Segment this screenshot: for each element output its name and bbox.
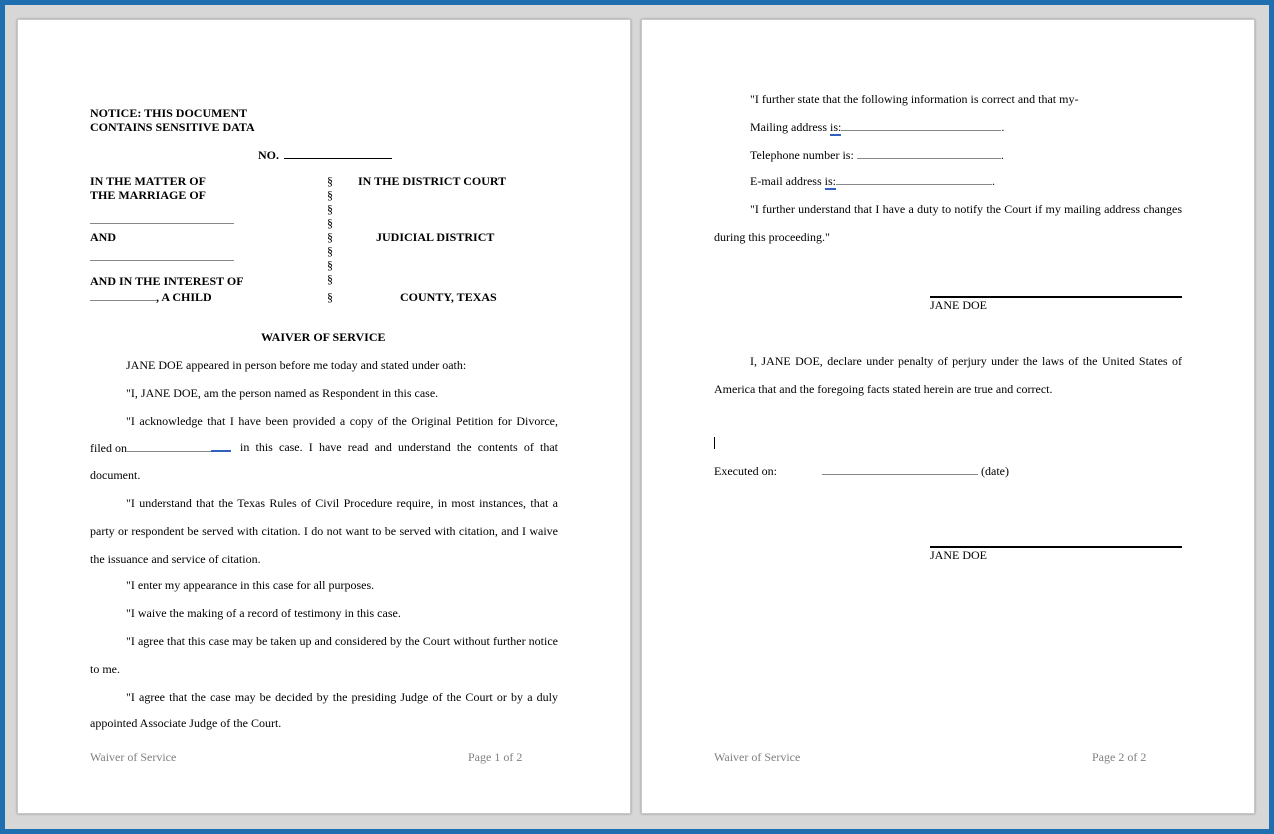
section-symbol: §	[327, 290, 333, 304]
paragraph: "I, JANE DOE, am the person named as Respondent in this case.	[126, 386, 439, 400]
paragraph: "I further state that the following information is correct and that my-	[750, 92, 1079, 106]
court-label: IN THE DISTRICT COURT	[358, 174, 507, 188]
paragraph: appointed Associate Judge of the Court.	[90, 716, 282, 730]
date-label: (date)	[981, 464, 1009, 478]
paragraph-filed-line	[90, 440, 558, 455]
email-label: E-mail address	[750, 174, 822, 188]
telephone-blank[interactable]	[857, 148, 1001, 159]
telephone-label: Telephone number is:	[750, 148, 854, 162]
footer-page-number: Page 2 of 2	[1092, 750, 1147, 764]
filed-rest: in this case. I have read and understand the contents of that	[240, 440, 558, 454]
filed-date-blank[interactable]	[127, 441, 211, 452]
mailing-is: is:	[830, 120, 842, 134]
filed-on-label: filed on	[90, 441, 127, 455]
section-symbol: §	[327, 272, 333, 286]
signature-name: JANE DOE	[930, 298, 987, 312]
case-number	[258, 148, 392, 162]
case-number-blank[interactable]	[284, 148, 392, 159]
period: .	[992, 174, 995, 188]
paragraph: "I acknowledge that I have been provided a copy of the Original Petition for Divorce,	[126, 414, 558, 428]
section-symbol: §	[327, 174, 333, 188]
signature-name: JANE DOE	[930, 548, 987, 562]
executed-date	[822, 464, 1009, 478]
paragraph: "I waive the making of a record of testimony in this case.	[126, 606, 401, 620]
period: .	[1001, 120, 1005, 134]
child-line	[90, 290, 212, 304]
matter-line-1: IN THE MATTER OF	[90, 174, 206, 188]
party2-blank[interactable]	[90, 250, 234, 261]
executed-label: Executed on:	[714, 464, 777, 478]
page-2	[641, 19, 1255, 814]
telephone-line	[750, 148, 1004, 162]
party1-blank[interactable]	[90, 213, 234, 224]
case-number-label: NO.	[258, 148, 279, 162]
paragraph: JANE DOE appeared in person before me today and stated under oath:	[126, 358, 467, 372]
paragraph: "I enter my appearance in this case for all purposes.	[126, 578, 375, 592]
paragraph: America that and the foregoing facts stated herein are true and correct.	[714, 382, 1053, 396]
paragraph: "I agree that this case may be taken up and considered by the Court without further notice	[126, 634, 558, 648]
page-1	[17, 19, 631, 814]
section-symbol: §	[327, 202, 333, 216]
executed-date-blank[interactable]	[822, 464, 978, 475]
paragraph: to me.	[90, 662, 120, 676]
paragraph: the issuance and service of citation.	[90, 552, 261, 566]
child-label: , A CHILD	[156, 290, 212, 304]
paragraph: during this proceeding."	[714, 230, 830, 244]
period: .	[1000, 148, 1004, 162]
paragraph: "I further understand that I have a duty to notify the Court if my mailing address changes	[750, 202, 1182, 216]
mailing-address-blank[interactable]	[841, 120, 1001, 131]
and-label: AND	[90, 230, 116, 244]
footer-title: Waiver of Service	[714, 750, 801, 764]
spelling-mark	[211, 440, 231, 452]
section-symbol: §	[327, 244, 333, 258]
section-symbol: §	[327, 230, 333, 244]
mailing-label: Mailing address	[750, 120, 827, 134]
document-viewer	[5, 5, 1269, 829]
mailing-address-line	[750, 120, 1004, 134]
interest-label: AND IN THE INTEREST OF	[90, 274, 244, 288]
matter-line-2: THE MARRIAGE OF	[90, 188, 207, 202]
notice-line-2: CONTAINS SENSITIVE DATA	[90, 120, 255, 134]
footer-title: Waiver of Service	[90, 750, 177, 764]
notice-line-1: NOTICE: THIS DOCUMENT	[90, 106, 248, 120]
section-symbol: §	[327, 188, 333, 202]
email-is: is:	[824, 174, 836, 188]
paragraph: "I agree that the case may be decided by the presiding Judge of the Court or by a duly	[126, 690, 558, 704]
paragraph: I, JANE DOE, declare under penalty of perjury under the laws of the United States of	[750, 354, 1182, 368]
document-title: WAIVER OF SERVICE	[261, 330, 386, 344]
paragraph: party or respondent be served with citation. I do not want to be served with citation, and I waive	[90, 524, 558, 538]
judicial-label: JUDICIAL DISTRICT	[376, 230, 495, 244]
paragraph: document.	[90, 468, 141, 482]
email-blank[interactable]	[836, 174, 992, 185]
county-label: COUNTY, TEXAS	[400, 290, 497, 304]
section-symbol: §	[327, 258, 333, 272]
paragraph: "I understand that the Texas Rules of Civil Procedure require, in most instances, that a	[126, 496, 558, 510]
footer-page-number: Page 1 of 2	[468, 750, 523, 764]
child-name-blank[interactable]	[90, 290, 156, 301]
text-cursor	[714, 437, 715, 449]
section-symbol: §	[327, 216, 333, 230]
email-line	[750, 174, 995, 188]
